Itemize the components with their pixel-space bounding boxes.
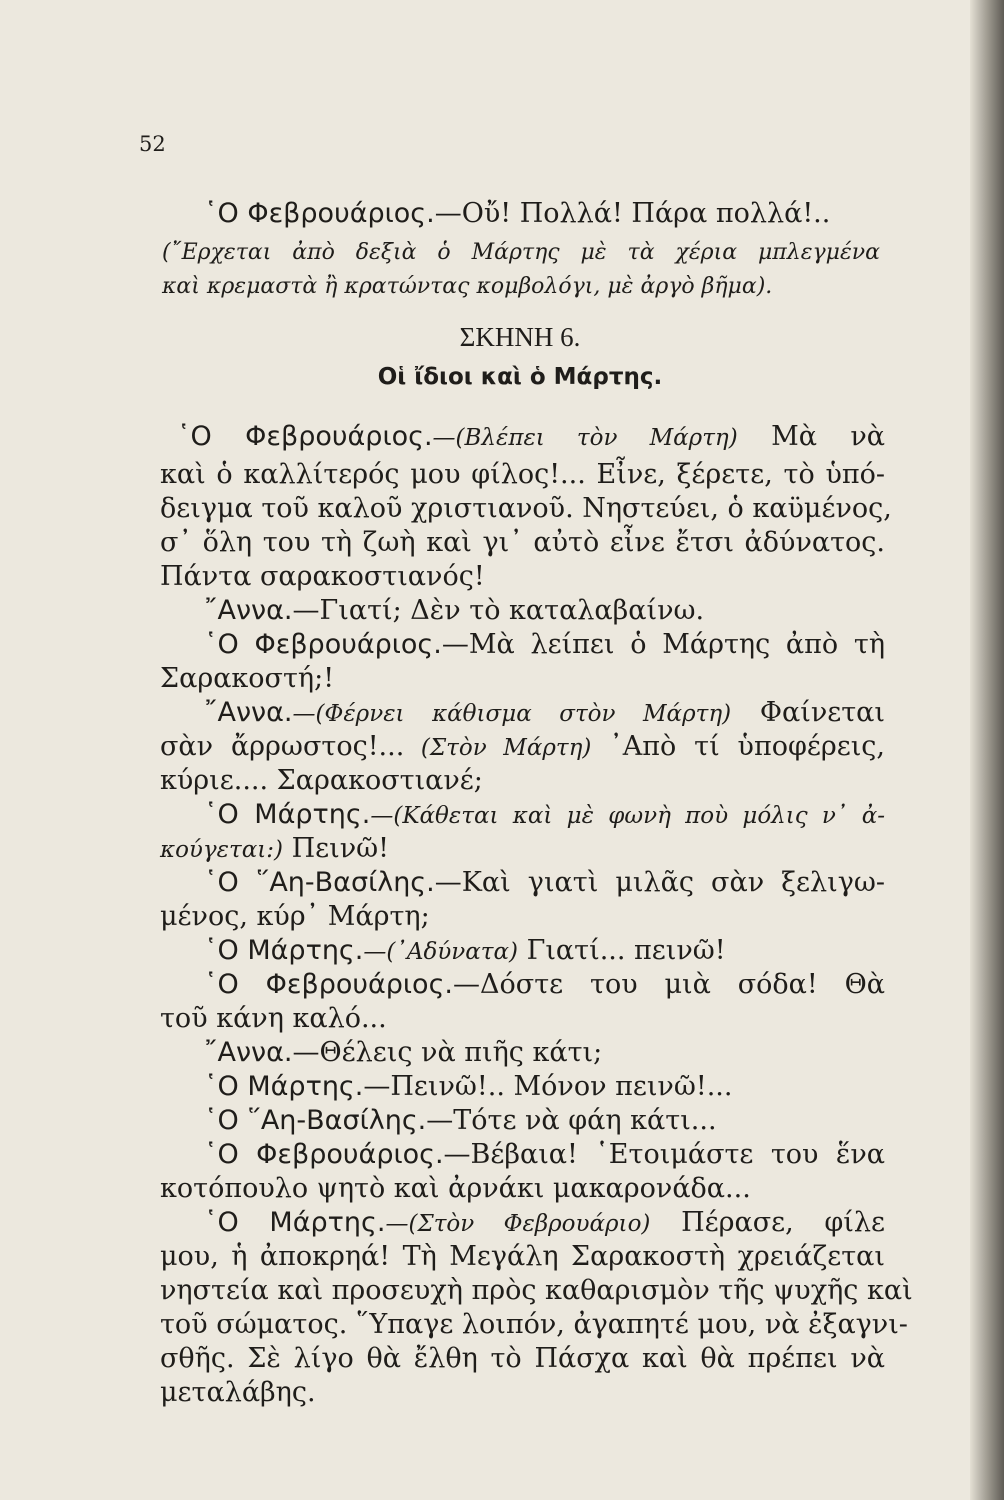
- speaker-name: ῾Ο Φεβρουάριος.: [204, 629, 442, 660]
- speaker-name: ῾Ο Μάρτης.: [204, 1207, 386, 1238]
- line-26: [160, 1173, 751, 1204]
- line-17: [204, 867, 885, 898]
- dialogue-text: κύριε.... Σαρακοστιανέ;: [160, 765, 483, 796]
- dialogue-text: σὰν ἄρρωστος!...: [160, 731, 405, 762]
- dialogue-text: —Μὰ λείπει ὁ Μάρτης ἀπὸ τὴ: [441, 629, 886, 660]
- stage-direction-text: (῎Ερχεται ἀπὸ δεξιὰ ὁ Μάρτης μὲ τὰ χέρια μπλεγμένα: [162, 240, 880, 265]
- dialogue-text: καὶ ὁ καλλίτερός μου φίλος!... Εἶνε, ξέρετε, τὸ ὑπό-: [160, 459, 885, 490]
- dialogue-text: σ᾿ ὅλη του τὴ ζωὴ καὶ γι᾿ αὐτὸ εἶνε ἔτσι ἀδύνατος.: [160, 527, 885, 558]
- dialogue-text: Πέρασε, φίλε: [650, 1207, 885, 1238]
- stage-direction-inline: —(Βλέπει τὸν Μάρτη): [432, 425, 738, 451]
- speaker-name: ῾Ο Μάρτης.: [204, 799, 371, 830]
- dialogue-text: —Οὔ! Πολλά! Πάρα πολλά!..: [434, 198, 831, 229]
- line-22: [204, 1037, 602, 1068]
- speaker-name: ῾Ο Φεβρουάριος.: [177, 421, 433, 452]
- dialogue-text: ᾿Απὸ τί ὑποφέρεις,: [591, 731, 886, 762]
- dialogue-text: —Καὶ γιατὶ μιλᾶς σὰν ξελιγω-: [434, 867, 886, 898]
- stage-direction-inline: —(Στὸν Φεβρουάριο): [385, 1211, 651, 1237]
- dialogue-text: Πάντα σαρακοστιανός!: [160, 561, 485, 592]
- line-6: [160, 493, 892, 524]
- page-number: 52: [139, 132, 166, 156]
- dialogue-text: σθῆς. Σὲ λίγο θὰ ἔλθη τὸ Πάσχα καὶ θὰ πρέπει νὰ: [160, 1343, 885, 1374]
- speaker-name: ῎Αννα.: [204, 1037, 293, 1068]
- line-23: [204, 1071, 732, 1102]
- dialogue-text: κοτόπουλο ψητὸ καὶ ἀρνάκι μακαρονάδα...: [160, 1173, 751, 1204]
- stage-direction-inline: —(Φέρνει κάθισμα στὸν Μάρτη): [292, 701, 732, 727]
- line-16: [160, 833, 389, 864]
- line-20: [204, 969, 885, 1000]
- scene-subheading: Οἱ ἴδιοι καὶ ὁ Μάρτης.: [377, 364, 663, 390]
- speaker-name: ῾Ο Μάρτης.: [204, 1071, 364, 1102]
- speaker-name: ῾Ο Φεβρουάριος.: [204, 1139, 444, 1170]
- speaker-name: ῾Ο Φεβρουάριος.: [204, 969, 454, 1000]
- line-29: [160, 1275, 913, 1306]
- stage-direction-inline: —(᾿Αδύνατα): [363, 939, 519, 965]
- line-7: [160, 527, 885, 558]
- scene-heading: ΣΚΗΝΗ 6.: [459, 322, 581, 352]
- stage-direction-inline: (Στὸν Μάρτη): [404, 735, 592, 761]
- speaker-name: ῎Αννα.: [204, 697, 293, 728]
- dialogue-text: —Δόστε του μιὰ σόδα! Θὰ: [453, 969, 885, 1000]
- dialogue-text: —Γιατί; Δὲν τὸ καταλαβαίνω.: [292, 595, 705, 626]
- stage-direction-text: καὶ κρεμαστὰ ἢ κρατώντας κομβολόγι, μὲ ἀργὸ βῆμα).: [162, 274, 773, 299]
- line-31: [160, 1343, 885, 1374]
- dialogue-text: τοῦ κάνη καλό...: [160, 1003, 387, 1034]
- line-32: [160, 1377, 316, 1408]
- dialogue-text: τοῦ σώματος. ῞Υπαγε λοιπόν, ἀγαπητέ μου, νὰ ἐξαγνι-: [160, 1309, 908, 1340]
- line-14: [160, 765, 483, 796]
- dialogue-text: —Πεινῶ!.. Μόνον πεινῶ!...: [363, 1071, 733, 1102]
- dialogue-text: νηστεία καὶ προσευχὴ πρὸς καθαρισμὸν τῆς ψυχῆς καὶ: [160, 1275, 913, 1306]
- line-18: [160, 901, 430, 932]
- line-30: [160, 1309, 908, 1340]
- speaker-name: ῾Ο Μάρτης.: [204, 935, 364, 966]
- dialogue-text: δειγμα τοῦ καλοῦ χριστιανοῦ. Νηστεύει, ὁ καϋμένος,: [160, 493, 892, 524]
- line-8: [160, 561, 485, 592]
- dialogue-text: —Τότε νὰ φάη κάτι...: [426, 1105, 717, 1136]
- dialogue-text: μεταλάβης.: [160, 1377, 316, 1408]
- speaker-name: ῎Αννα.: [204, 595, 293, 626]
- line-28: [160, 1241, 885, 1272]
- stage-direction-line: [162, 274, 772, 299]
- dialogue-text: —Θέλεις νὰ πιῆς κάτι;: [292, 1037, 603, 1068]
- dialogue-text: Σαρακοστή;!: [160, 663, 335, 694]
- line-5: [160, 459, 885, 490]
- stage-direction-inline: κούγεται:): [160, 837, 283, 863]
- line-27: [204, 1207, 885, 1238]
- dialogue-text: Φαίνεται: [731, 697, 885, 728]
- speaker-name: ῾Ο ῞Αη-Βασίλης.: [204, 1105, 427, 1136]
- stage-direction-line: [162, 240, 880, 265]
- line-12: [204, 697, 885, 728]
- line-21: [160, 1003, 387, 1034]
- line-25: [204, 1139, 885, 1170]
- stage-direction-inline: —(Κάθεται καὶ μὲ φωνὴ ποὺ μόλις ν᾿ ἀ-: [370, 803, 885, 829]
- dialogue-text: Μὰ νὰ: [737, 421, 885, 452]
- dialogue-text: μου, ἡ ἀποκρηά! Τὴ Μεγάλη Σαρακοστὴ χρειάζεται: [160, 1241, 885, 1272]
- speaker-name: ῾Ο Φεβρουάριος.: [204, 198, 435, 229]
- line-9: [204, 595, 704, 626]
- dialogue-text: Πεινῶ!: [283, 833, 389, 864]
- line-15: [204, 799, 885, 830]
- line-1: [204, 198, 830, 229]
- line-19: [204, 935, 726, 966]
- dialogue-text: μένος, κύρ᾿ Μάρτη;: [160, 901, 430, 932]
- line-11: [160, 663, 334, 694]
- line-4: [177, 421, 885, 452]
- line-10: [204, 629, 885, 660]
- speaker-name: ῾Ο ῞Αη-Βασίλης.: [204, 867, 435, 898]
- dialogue-text: —Βέβαια! ῾Ετοιμάστε του ἕνα: [443, 1139, 885, 1170]
- line-24: [204, 1105, 717, 1136]
- line-13: [160, 731, 885, 762]
- dialogue-text: Γιατί... πεινῶ!: [518, 935, 726, 966]
